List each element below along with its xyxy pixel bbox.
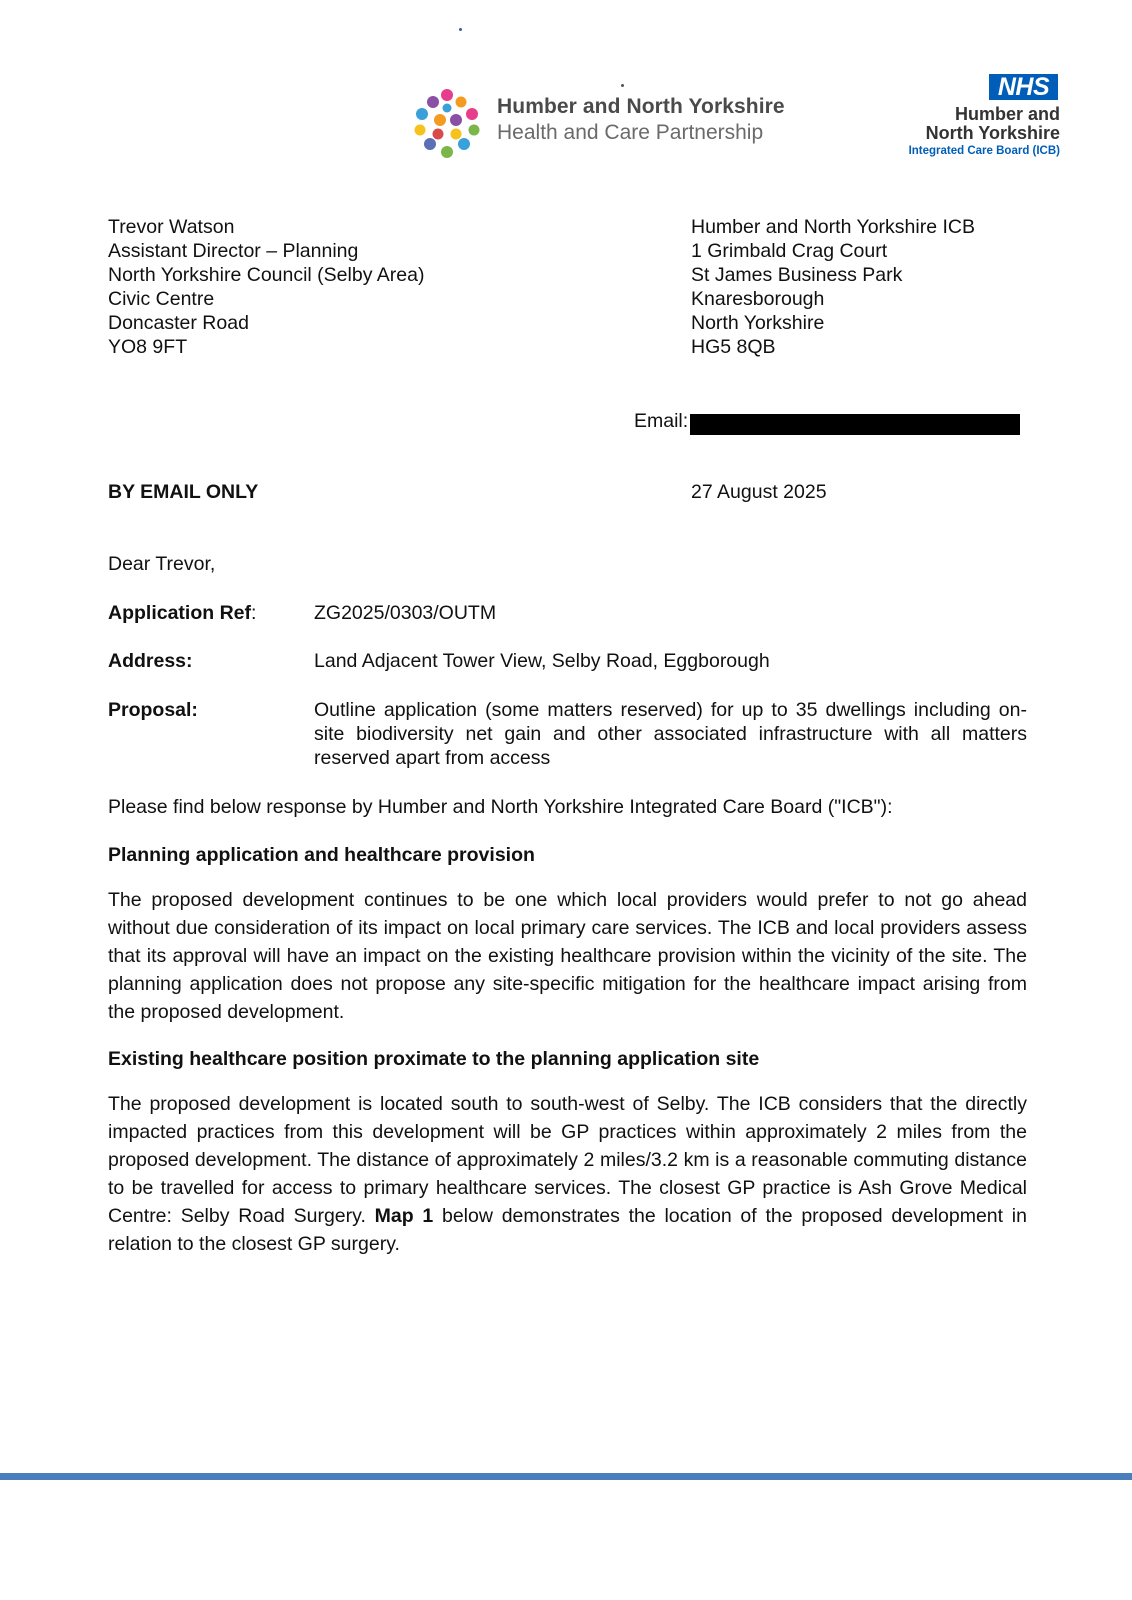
application-ref-label xyxy=(108,601,256,625)
nhs-logo-badge: NHS xyxy=(989,74,1058,100)
proposal-label: Proposal: xyxy=(108,699,198,721)
recipient-line: YO8 9FT xyxy=(108,336,188,358)
partnership-logo-text xyxy=(497,94,785,146)
section2-heading: Existing healthcare position proximate to the planning application site xyxy=(108,1048,760,1070)
sender-line: North Yorkshire xyxy=(691,312,825,334)
recipient-line: North Yorkshire Council (Selby Area) xyxy=(108,264,425,286)
sender-line: Knaresborough xyxy=(691,288,825,310)
nhs-name-line2: North Yorkshire xyxy=(925,123,1060,143)
intro-text: Please find below response by Humber and North Yorkshire Integrated Care Board ("ICB"): xyxy=(108,796,893,818)
redacted-email xyxy=(690,414,1020,435)
sender-address xyxy=(691,215,975,359)
nhs-subtitle: Integrated Care Board (ICB) xyxy=(908,145,1060,157)
address-value: Land Adjacent Tower View, Selby Road, Eggborough xyxy=(314,650,770,672)
footer-rule xyxy=(0,1473,1132,1480)
recipient-line: Doncaster Road xyxy=(108,312,249,334)
partnership-name-line1: Humber and North Yorkshire xyxy=(497,95,785,118)
sender-line: St James Business Park xyxy=(691,264,903,286)
sender-line: Humber and North Yorkshire ICB xyxy=(691,216,975,238)
section2-body-part1: The proposed development is located south to south-west of Selby. The ICB considers that the directly impacted practices from this development will be GP practices within approximately 2 miles from the proposed development. The distance of approximately 2 miles/3.2 km is a reasonable commuting distance to be travelled for access to primary healthcare services. The closest GP practice is Ash Grove Medical Centre: Selby Road Surgery. xyxy=(108,1093,1027,1227)
nhs-logo-name xyxy=(909,105,1060,159)
application-ref-colon: : xyxy=(251,602,257,624)
scan-speck xyxy=(459,28,462,31)
application-ref-value: ZG2025/0303/OUTM xyxy=(314,602,497,624)
application-ref-label-text: Application Ref xyxy=(108,602,252,624)
scan-speck xyxy=(621,84,624,87)
recipient-address xyxy=(108,215,425,359)
partnership-logo-mark xyxy=(410,86,484,160)
letter-date: 27 August 2025 xyxy=(691,481,827,503)
partnership-name-line2: Health and Care Partnership xyxy=(497,121,764,144)
map-1-reference: Map 1 xyxy=(374,1205,434,1227)
email-label: Email: xyxy=(634,410,689,432)
recipient-line: Assistant Director – Planning xyxy=(108,240,359,262)
sender-line: 1 Grimbald Crag Court xyxy=(691,240,888,262)
section2-body-part2: below demonstrates the location of the proposed development in relation to the closest GP surgery. xyxy=(108,1205,1027,1255)
section1-heading: Planning application and healthcare provision xyxy=(108,844,535,866)
sender-line: HG5 8QB xyxy=(691,336,776,358)
recipient-line: Civic Centre xyxy=(108,288,215,310)
salutation: Dear Trevor, xyxy=(108,553,216,575)
section1-body: The proposed development continues to be one which local providers would prefer to not go ahead without due consideration of its impact on local primary care services. The ICB and local providers assess that its approval will have an impact on the existing healthcare provision within the vicinity of the site. The planning application does not propose any site-specific mitigation for the healthcare impact arising from the proposed development. xyxy=(108,889,1027,1023)
proposal-value: Outline application (some matters reserved) for up to 35 dwellings including on-site biodiversity net gain and other associated infrastructure with all matters reserved apart from access xyxy=(314,699,1027,769)
recipient-line: Trevor Watson xyxy=(108,216,235,238)
address-label: Address: xyxy=(108,650,193,672)
nhs-name-line1: Humber and xyxy=(954,104,1060,124)
delivery-method: BY EMAIL ONLY xyxy=(108,481,259,503)
section2-body xyxy=(108,1090,1027,1258)
